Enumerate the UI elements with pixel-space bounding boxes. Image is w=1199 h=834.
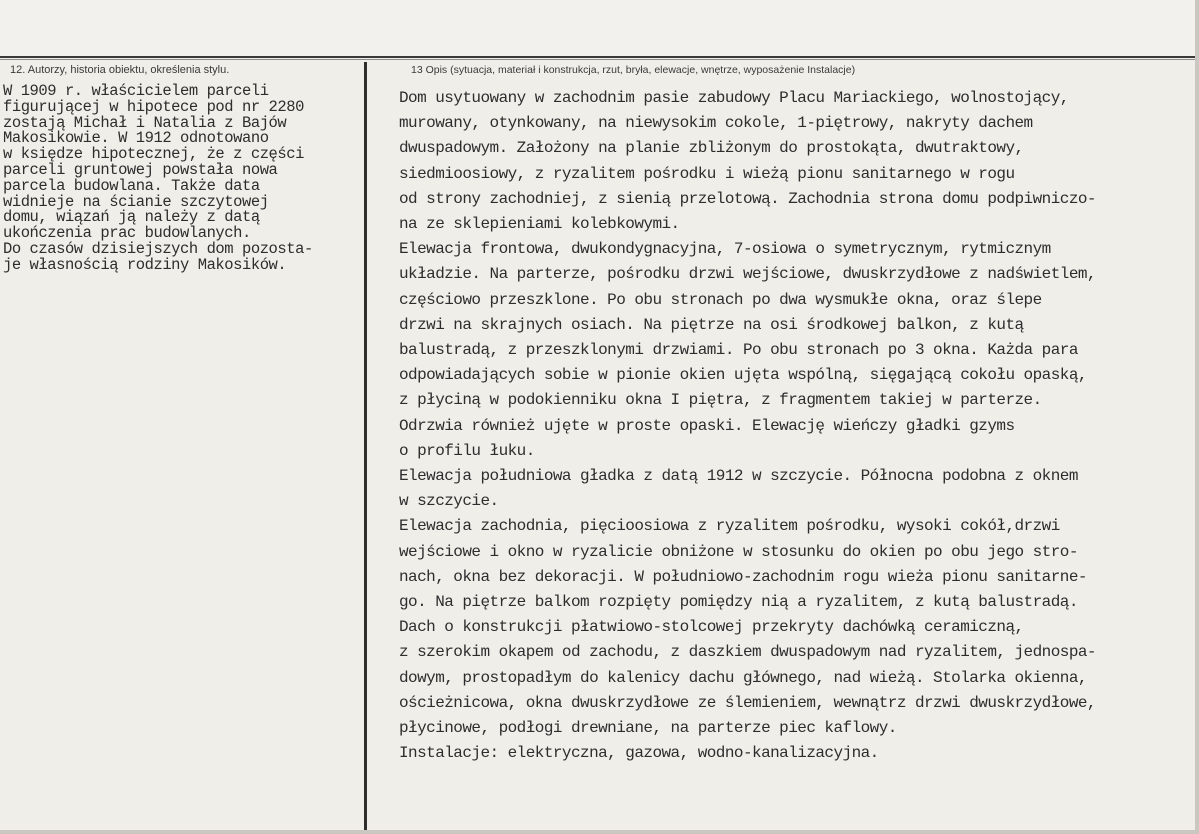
description-line: siedmioosiowy, z ryzalitem pośrodku i wieżą pionu sanitarnego w rogu: [399, 164, 1015, 183]
history-line: w księdze hipotecznej, że z części: [3, 145, 304, 164]
history-line: parcela budowlana. Także data: [3, 176, 260, 195]
history-line: je własnością rodziny Makosików.: [3, 255, 287, 274]
description-line: płycinowe, podłogi drewniane, na parterze piec kaflowy.: [399, 719, 897, 738]
history-line: W 1909 r. właścicielem parceli: [3, 82, 269, 100]
description-line: nach, okna bez dekoracji. W południowo-zachodnim rogu wieża pionu sanitarne-: [399, 567, 1087, 586]
description-line: na ze sklepieniami kolebkowymi.: [399, 215, 680, 234]
description-line: z szerokim okapem od zachodu, z daszkiem dwuspadowym nad ryzalitem, jednospa-: [399, 643, 1096, 662]
description-line: ościeżnicowa, okna dwuskrzydłowe ze ślemieniem, wewnątrz drzwi dwuskrzydłowe,: [399, 693, 1096, 712]
description-line: Instalacje: elektryczna, gazowa, wodno-kanalizacyjna.: [399, 744, 879, 763]
description-line: w szczycie.: [399, 492, 499, 511]
description-line: Dach o konstrukcji płatwiowo-stolcowej przekryty dachówką ceramiczną,: [399, 618, 1024, 637]
history-line: widnieje na ścianie szczytowej: [3, 192, 269, 211]
history-line: Makosikowie. W 1912 odnotowano: [3, 129, 269, 148]
description-line: Odrzwia również ujęte w proste opaski. Elewację wieńczy gładki gzyms: [399, 416, 1015, 435]
top-margin: [0, 0, 1199, 56]
history-line: parceli gruntowej powstała nowa: [3, 160, 278, 179]
description-line: wejściowe i okno w ryzalicie obniżone w stosunku do okien po obu jego stro-: [399, 542, 1078, 561]
section-13-header: 13 Opis (sytuacja, materiał i konstrukcja, rzut, bryła, elewacje, wnętrze, wyposażenie Instalacje): [411, 64, 856, 76]
description-line: drzwi na skrajnych osiach. Na piętrze na osi środkowej balkon, z kutą: [399, 315, 1024, 334]
description-line: balustradą, z przeszklonymi drzwiami. Po obu stronach po 3 okna. Każda para: [399, 341, 1078, 360]
description-line: odpowiadających sobie w pionie okien ujęta wspólną, sięgającą cokołu opaską,: [399, 366, 1087, 385]
history-line: zostają Michał i Natalia z Bajów: [3, 113, 287, 132]
description-line: od strony zachodniej, z sienią przelotową. Zachodnia strona domu podpiwniczo-: [399, 189, 1096, 208]
description-line: Elewacja zachodnia, pięcioosiowa z ryzalitem pośrodku, wysoki cokół,drzwi: [399, 517, 1060, 536]
description-line: Elewacja południowa gładka z datą 1912 w szczycie. Północna podobna z oknem: [399, 467, 1078, 486]
header-rule-thin: [0, 59, 1199, 60]
history-line: Do czasów dzisiejszych dom pozosta-: [3, 239, 313, 258]
history-line: figurującej w hipotece pod nr 2280: [3, 97, 304, 116]
description-line: o profilu łuku.: [399, 441, 535, 460]
bottom-edge: [0, 830, 1199, 834]
header-rule: [0, 56, 1199, 58]
history-text: [3, 84, 363, 274]
description-line: częściowo przeszklone. Po obu stronach po dwa wysmukłe okna, oraz ślepe: [399, 290, 1042, 309]
description-line: dwuspadowym. Założony na planie zbliżonym do prostokąta, dwutraktowy,: [399, 139, 1024, 158]
description-line: go. Na piętrze balkom rozpięty pomiędzy nią a ryzalitem, z kutą balustradą.: [399, 593, 1078, 612]
description-line: Elewacja frontowa, dwukondygnacyjna, 7-osiowa o symetrycznym, rytmicznym: [399, 240, 1051, 259]
history-line: domu, wiązań ją należy z datą: [3, 208, 260, 227]
right-edge: [1195, 0, 1199, 834]
description-line: Dom usytuowany w zachodnim pasie zabudowy Placu Mariackiego, wolnostojący,: [399, 89, 1069, 107]
column-divider: [364, 62, 367, 834]
description-line: z płyciną w podokienniku okna I piętra, z fragmentem takiej w parterze.: [399, 391, 1042, 410]
description-line: dowym, prostopadłym do kalenicy dachu głównego, nad wieżą. Stolarka okienna,: [399, 668, 1087, 687]
section-12-header: 12. Autorzy, historia obiektu, określenia stylu.: [10, 64, 230, 76]
history-line: ukończenia prac budowlanych.: [3, 224, 251, 243]
description-line: murowany, otynkowany, na niewysokim cokole, 1-piętrowy, nakryty dachem: [399, 114, 1033, 133]
description-text: [399, 86, 1189, 766]
description-line: układzie. Na parterze, pośrodku drzwi wejściowe, dwuskrzydłowe z nadświetlem,: [399, 265, 1096, 284]
